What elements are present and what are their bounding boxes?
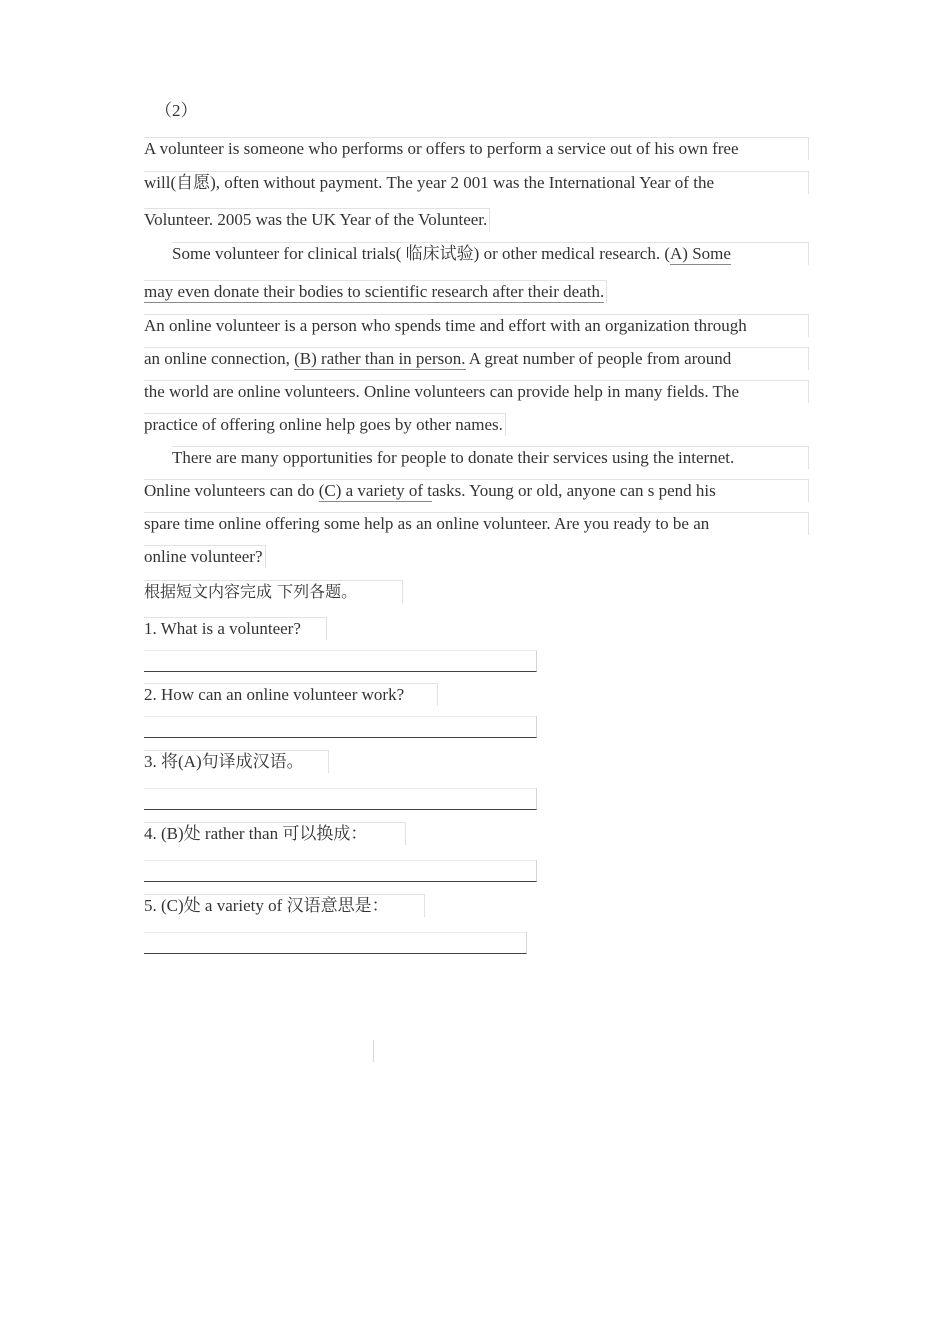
- passage-line: an online connection, (B) rather than in person. A great number of people from around: [144, 347, 809, 370]
- passage-line: practice of offering online help goes by other names.: [144, 413, 506, 436]
- underlined-phrase-b: (B) rather than in person.: [294, 349, 466, 368]
- answer-line-5[interactable]: [144, 932, 527, 954]
- answer-line-2[interactable]: [144, 716, 537, 738]
- question-2: 2. How can an online volunteer work?: [144, 683, 438, 706]
- question-1: 1. What is a volunteer?: [144, 617, 327, 640]
- passage-line: Some volunteer for clinical trials( 临床试验) or other medical research. (A) Some: [172, 242, 809, 265]
- passage-line: A volunteer is someone who performs or offers to perform a service out of his own free: [144, 137, 809, 160]
- passage-line: spare time online offering some help as an online volunteer. Are you ready to be an: [144, 512, 809, 535]
- answer-line-4[interactable]: [144, 860, 537, 882]
- question-4: 4. (B)处 rather than 可以换成：: [144, 822, 406, 845]
- instruction: 根据短文内容完成 下列各题。: [144, 580, 403, 603]
- answer-line-3[interactable]: [144, 788, 537, 810]
- passage-line: will(自愿), often without payment. The year 2 001 was the International Year of the: [144, 171, 809, 194]
- underlined-phrase-c: (C) a variety of t: [318, 481, 432, 500]
- underlined-sentence-a-cont: may even donate their bodies to scientific research after their death.: [144, 282, 605, 301]
- passage-line: the world are online volunteers. Online volunteers can provide help in many fields. The: [144, 380, 809, 403]
- question-3: 3. 将(A)句译成汉语。: [144, 750, 329, 773]
- page-marker: [373, 1040, 374, 1062]
- answer-line-1[interactable]: [144, 650, 537, 672]
- underlined-sentence-a: A) Some: [670, 244, 731, 263]
- section-number: （2）: [155, 101, 198, 120]
- passage-line: Online volunteers can do (C) a variety of tasks. Young or old, anyone can s pend his: [144, 479, 809, 502]
- passage-line: There are many opportunities for people to donate their services using the internet.: [172, 446, 809, 469]
- passage-line: [144, 280, 607, 303]
- passage-line: An online volunteer is a person who spends time and effort with an organization through: [144, 314, 809, 337]
- passage-line: online volunteer?: [144, 545, 266, 568]
- question-5: 5. (C)处 a variety of 汉语意思是：: [144, 894, 425, 917]
- passage-line: Volunteer. 2005 was the UK Year of the Volunteer.: [144, 208, 490, 231]
